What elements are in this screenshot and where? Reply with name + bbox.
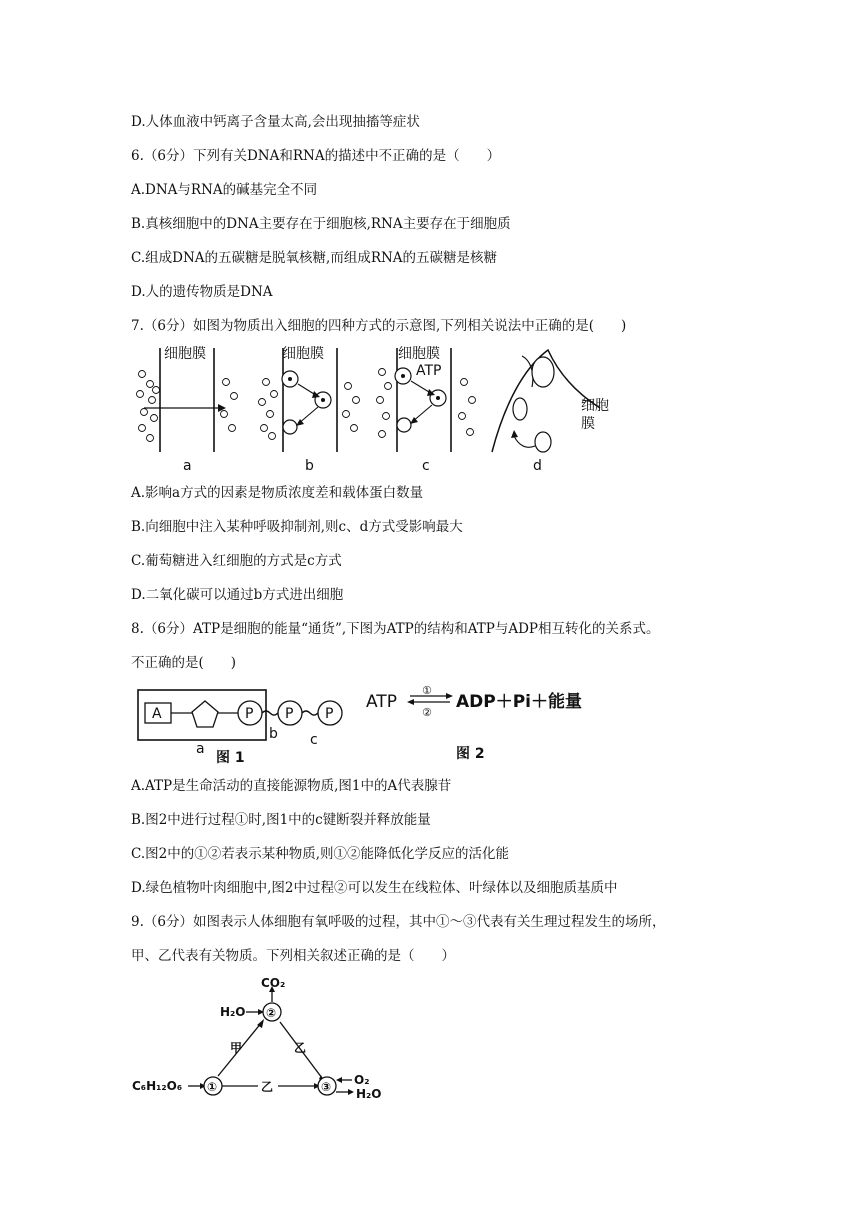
- site-3: ③: [321, 1080, 332, 1094]
- yi-label-right: 乙: [294, 1041, 307, 1055]
- q7-option-b: B.向细胞中注入某种呼吸抑制剂,则c、d方式受影响最大: [131, 519, 463, 535]
- figure-9-respiration-diagram: [130, 972, 390, 1106]
- molecule-dot: [231, 393, 238, 400]
- molecule-dot: [223, 379, 230, 386]
- q7-option-d: D.二氧化碳可以通过b方式进出细胞: [131, 587, 344, 603]
- question-6: 6.（6分）下列有关DNA和RNA的描述中不正确的是（ ）: [131, 148, 501, 164]
- phosphate-2: P: [285, 706, 294, 722]
- figure-8-atp-diagram: [130, 682, 610, 768]
- molecule-dot: [377, 397, 384, 404]
- molecule-dot: [467, 429, 474, 436]
- equation-products: ADP＋Pi＋能量: [456, 692, 583, 712]
- question-9-cont: 甲、乙代表有关物质。下列相关叙述正确的是（ ）: [131, 948, 455, 964]
- q6-option-a: A.DNA与RNA的碱基完全不同: [131, 182, 318, 198]
- molecule-dot: [229, 425, 236, 432]
- molecule-dot: [147, 381, 154, 388]
- q8-option-a: A.ATP是生命活动的直接能源物质,图1中的A代表腺苷: [131, 778, 452, 794]
- co2-label: CO₂: [261, 976, 286, 990]
- option-6-prev-d: D.人体血液中钙离子含量太高,会出现抽搐等症状: [131, 114, 420, 130]
- molecule-dot: [261, 425, 268, 432]
- membrane-label-d-1: 细胞: [581, 398, 609, 414]
- figure-7-transport-diagram: [130, 342, 660, 476]
- question-7: 7.（6分）如图为物质出入细胞的四种方式的示意图,下列相关说法中正确的是( ): [131, 318, 627, 334]
- molecule-dot: [263, 379, 270, 386]
- membrane-label-b: 细胞膜: [282, 346, 324, 362]
- molecule-dot: [271, 391, 278, 398]
- molecule-dot: [139, 425, 146, 432]
- membrane-label-c: 细胞膜: [398, 346, 440, 362]
- atp-label: ATP: [416, 363, 442, 379]
- molecule-dot: [385, 383, 392, 390]
- molecule-dot: [141, 409, 148, 416]
- h2o-input-label: H₂O: [220, 1005, 246, 1019]
- label-c: c: [310, 732, 318, 748]
- adenine-label: A: [152, 706, 162, 722]
- site-1: ①: [207, 1080, 218, 1094]
- glucose-label: C₆H₁₂O₆: [132, 1079, 183, 1093]
- molecule-dot: [345, 383, 352, 390]
- molecule-dot: [137, 391, 144, 398]
- question-8-cont: 不正确的是( ): [131, 655, 237, 671]
- molecule-dot: [461, 379, 468, 386]
- molecule-dot: [353, 397, 360, 404]
- molecule-dot: [139, 371, 146, 378]
- molecule-dot: [379, 369, 386, 376]
- q6-option-b: B.真核细胞中的DNA主要存在于细胞核,RNA主要存在于细胞质: [131, 216, 511, 232]
- panel-label-a: a: [183, 458, 192, 474]
- molecule-dot: [379, 431, 386, 438]
- site-2: ②: [266, 1006, 277, 1020]
- h2o-output-label: H₂O: [356, 1087, 382, 1101]
- q8-option-c: C.图2中的①②若表示某种物质,则①②能降低化学反应的活化能: [131, 846, 510, 862]
- molecule-dot: [151, 415, 158, 422]
- equation-step-1: ①: [422, 684, 432, 697]
- molecule-dot: [351, 425, 358, 432]
- o2-label: O₂: [354, 1073, 370, 1087]
- figure-1-caption: 图 1: [216, 750, 245, 766]
- q6-option-d: D.人的遗传物质是DNA: [131, 284, 273, 300]
- molecule-dot: [259, 399, 266, 406]
- molecule-dot: [383, 413, 390, 420]
- q8-option-b: B.图2中进行过程①时,图1中的c键断裂并释放能量: [131, 812, 431, 828]
- membrane-label-a: 细胞膜: [164, 346, 206, 362]
- membrane-label-d-2: 膜: [581, 416, 595, 432]
- molecule-dot: [267, 411, 274, 418]
- label-a: a: [196, 741, 205, 757]
- molecule-dot: [149, 397, 156, 404]
- panel-label-b: b: [305, 458, 314, 474]
- equation-atp: ATP: [366, 692, 397, 712]
- panel-label-c: c: [422, 458, 430, 474]
- yi-label-bottom: 乙: [261, 1080, 274, 1094]
- molecule-dot: [343, 411, 350, 418]
- molecule-dot: [153, 387, 160, 394]
- figure-2-caption: 图 2: [456, 746, 485, 762]
- molecule-dot: [269, 433, 276, 440]
- jia-label: 甲: [230, 1041, 243, 1055]
- molecule-dot: [469, 397, 476, 404]
- molecule-dot: [459, 413, 466, 420]
- panel-label-d: d: [533, 458, 542, 474]
- label-b: b: [269, 726, 278, 742]
- phosphate-3: P: [325, 706, 334, 722]
- equation-step-2: ②: [422, 706, 432, 719]
- q6-option-c: C.组成DNA的五碳糖是脱氧核糖,而组成RNA的五碳糖是核糖: [131, 250, 498, 266]
- q8-option-d: D.绿色植物叶肉细胞中,图2中过程②可以发生在线粒体、叶绿体以及细胞质基质中: [131, 880, 618, 896]
- molecule-dot: [221, 411, 228, 418]
- q7-option-a: A.影响a方式的因素是物质浓度差和载体蛋白数量: [131, 485, 424, 501]
- question-9: 9.（6分）如图表示人体细胞有氧呼吸的过程，其中①～③代表有关生理过程发生的场所，: [131, 914, 666, 930]
- q7-option-c: C.葡萄糖进入红细胞的方式是c方式: [131, 553, 342, 569]
- question-8: 8.（6分）ATP是细胞的能量“通货”,下图为ATP的结构和ATP与ADP相互转化的关系式。: [131, 621, 660, 637]
- phosphate-1: P: [245, 706, 254, 722]
- molecule-dot: [147, 435, 154, 442]
